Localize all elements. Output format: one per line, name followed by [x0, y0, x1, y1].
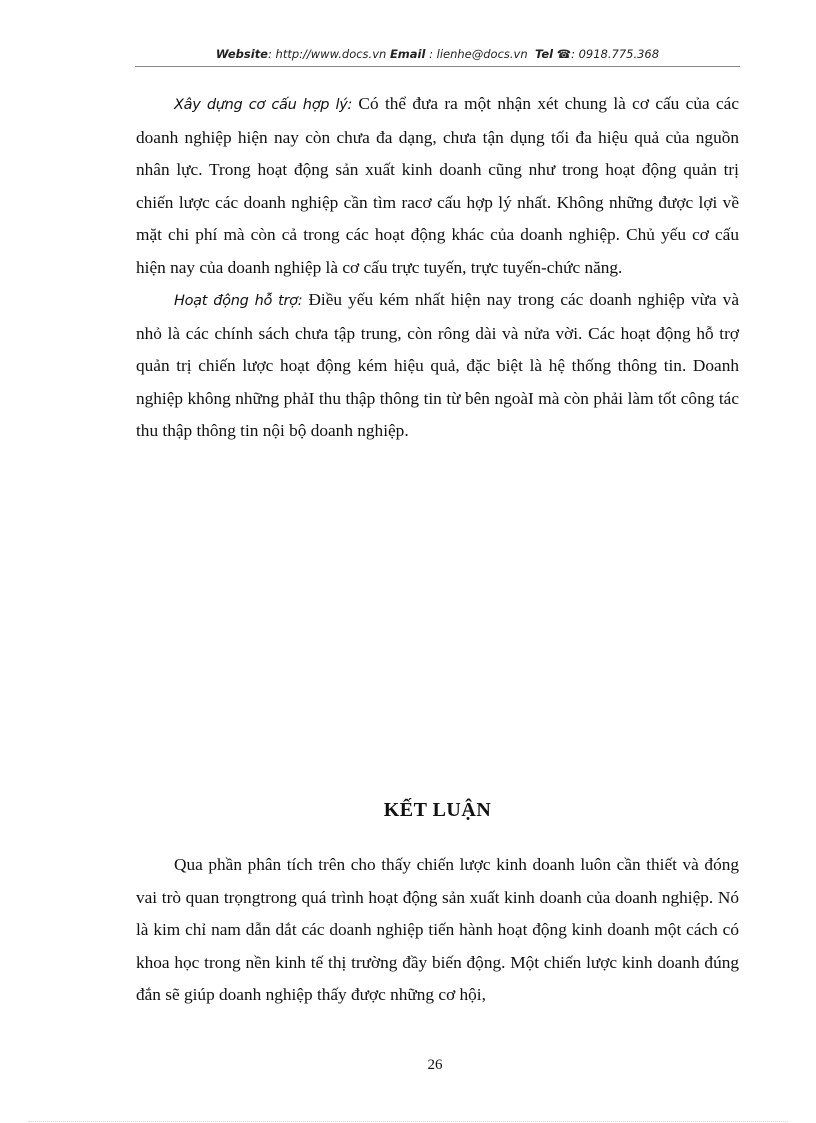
paragraph-text: Điều yếu kém nhất hiện nay trong các doanh nghiệp vừa và nhỏ là các chính sách chưa tập trung, còn rông dài và nửa vời. Các hoạt động hỗ trợ quản trị chiến lược hoạt động kém hiệu quả, đặc biệt là hệ thống thông tin. Doanh nghiệp không những phảI thu thập thông tin từ bên ngoàI mà còn phải làm tốt công tác thu thập thông tin nội bộ doanh nghiệp.	[136, 290, 739, 440]
body-section-1	[136, 88, 739, 448]
section-title: KẾT LUẬN	[383, 799, 492, 821]
paragraph-lead: Xây dựng cơ cấu hợp lý:	[174, 97, 353, 113]
paragraph-ho-tro	[136, 284, 739, 448]
email-label: Email	[389, 47, 426, 61]
website-value: : http://www.docs.vn	[268, 47, 387, 61]
phone-icon: ☎	[556, 47, 572, 61]
conclusion-paragraph: Qua phần phân tích trên cho thấy chiến lược kinh doanh luôn cần thiết và đóng vai trò quan trọngtrong quá trình hoạt động sản xuất kinh doanh của doanh nghiệp. Nó là kim chỉ nam dẫn dắt các doanh nghiệp tiến hành hoạt động kinh doanh một cách có khoa học trong nền kinh tế thị trường đầy biến động. Một chiến lược kinh doanh đúng đắn sẽ giúp doanh nghiệp thấy được những cơ hội,	[136, 855, 739, 1004]
tel-value: : 0918.775.368	[571, 47, 660, 61]
page-bottom-border	[28, 1121, 788, 1122]
body-section-2	[136, 849, 739, 1012]
page-header	[135, 47, 740, 61]
email-value: : lienhe@docs.vn	[429, 47, 528, 61]
website-label: Website	[215, 47, 268, 61]
paragraph-co-cau	[136, 88, 739, 284]
page-number: 26	[427, 1057, 443, 1073]
paragraph-text: Có thể đưa ra một nhận xét chung là cơ cấu của các doanh nghiệp hiện nay còn chưa đa dạng, chưa tận dụng tối đa hiệu quả của nguồn nhân lực. Trong hoạt động sản xuất kinh doanh cũng như trong hoạt động quản trị chiến lược các doanh nghiệp cần tìm racơ cấu hợp lý nhất. Không những được lợi về mặt chi phí mà còn cả trong các hoạt động khác của doanh nghiệp. Chủ yếu cơ cấu hiện nay của doanh nghiệp là cơ cấu trực tuyến, trực tuyến-chức năng.	[136, 94, 739, 277]
header-divider	[135, 66, 740, 67]
paragraph-lead: Hoạt động hỗ trợ:	[174, 293, 303, 309]
tel-label: Tel	[534, 47, 554, 61]
